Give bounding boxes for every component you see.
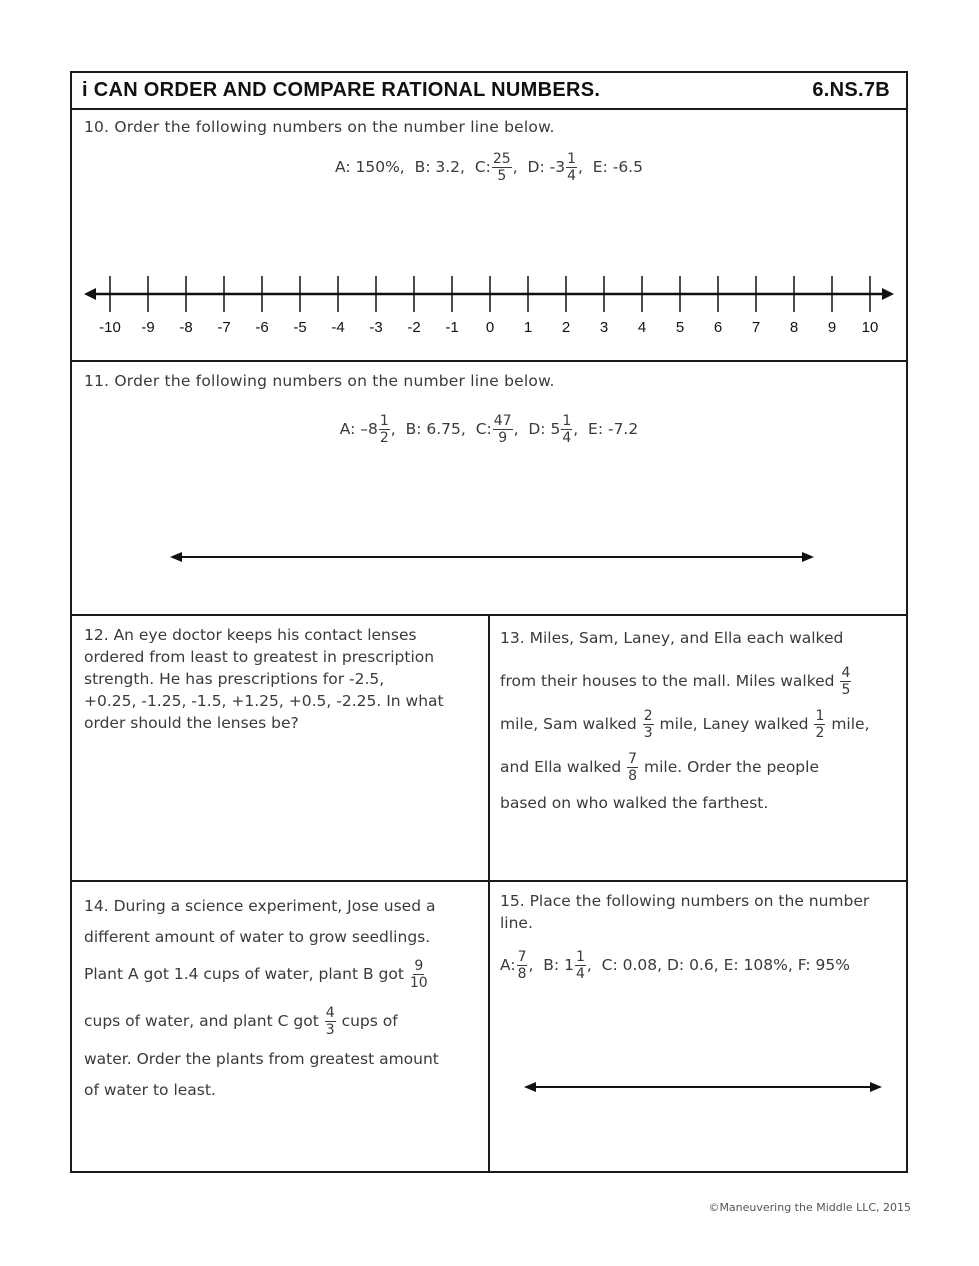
tick-label: 8 [789,319,799,336]
question-14 [72,882,490,1171]
question-11-prompt: 11. Order the following numbers on the number line below. [84,372,555,390]
question-11 [72,362,906,616]
tick-label: 10 [861,319,879,336]
number-line-11[interactable] [72,542,906,572]
tick-label: 0 [485,319,495,336]
tick-label: -5 [293,319,307,336]
standard-code: 6.NS.7B [812,79,890,101]
question-10 [72,108,906,362]
fraction: $\frac{25}{5}$ [492,151,511,184]
tick-label: -8 [179,319,193,336]
question-11-values: A: –8 $\frac{1}{2}$ , B: 6.75, C: $\frac{47}{9}$ , D: 5 $\frac{1}{4}$ , E: -7.2 [339,413,639,446]
copyright-footer: ©Maneuvering the Middle LLC, 2015 [708,1201,911,1214]
number-line-15[interactable] [490,1072,906,1102]
page-title: i CAN ORDER AND COMPARE RATIONAL NUMBERS. [82,79,601,101]
number-line-10[interactable] [72,248,906,338]
question-10-values: A: 150%, B: 3.2, C: $\frac{25}{5}$ , D: -3 $\frac{1}{4}$ , E: -6.5 [335,151,643,184]
fraction: $\frac{1}{2}$ [379,413,389,446]
tick-label: -6 [255,319,269,336]
fraction: $\frac{47}{9}$ [493,413,512,446]
question-13-text: 13. Miles, Sam, Laney, and Ella each walked from their houses to the mall. Miles walked $\frac{4}{5}$ mile, Sam walked $\frac{2}{3}$ mile, Laney walked $\frac{1}{2}$ mile, and Ella walked $\frac{7}{8}$ mile. Order the people based on who walked the farthest. [500,629,870,812]
fraction: $\frac{1}{4}$ [567,151,576,184]
left-arrow-icon [170,552,182,562]
right-arrow-icon [882,288,894,300]
tick-label: -10 [99,319,121,336]
left-arrow-icon [524,1082,536,1092]
tick-label: -4 [331,319,345,336]
tick-label: 7 [751,319,761,336]
right-arrow-icon [870,1082,882,1092]
tick-label: -7 [217,319,231,336]
tick-label: 4 [637,319,647,336]
worksheet [70,71,908,1173]
tick-label: 1 [523,319,533,336]
right-arrow-icon [802,552,814,562]
fraction: $\frac{1}{4}$ [562,413,572,446]
tick-label: 5 [675,319,685,336]
left-arrow-icon [84,288,96,300]
tick-label: -2 [407,319,421,336]
tick-label: 6 [713,319,723,336]
tick-label: -1 [445,319,459,336]
tick-label: -3 [369,319,383,336]
tick-label: 9 [827,319,837,336]
question-14-text: 14. During a science experiment, Jose used a different amount of water to grow seedlings. Plant A got 1.4 cups of water, plant B got $\frac{9}{10}$ cups of water, and plant C got $\frac{4}{3}$ cups of water. Order the plants from greatest amount of water to least. [84,897,439,1099]
question-12-text: 12. An eye doctor keeps his contact lenses ordered from least to greatest in prescription strength. He has prescriptions for -2.5, +0.25, -1.25, -1.5, +1.25, +0.5, -2.25. In what order should the lenses be? [84,626,444,732]
tick-label: -9 [141,319,155,336]
question-13 [490,616,906,882]
question-12 [72,616,490,882]
question-10-prompt: 10. Order the following numbers on the number line below. [84,118,555,136]
worksheet-header [72,73,906,110]
tick-label: 3 [599,319,609,336]
question-15-text: 15. Place the following numbers on the number line. A: $\frac{7}{8}$ , B: 1 $\frac{1}{4}$ , C: 0.08, D: 0.6, E: 108%, F: 95% [500,892,870,982]
tick-label: 2 [561,319,571,336]
question-15 [490,882,906,1171]
